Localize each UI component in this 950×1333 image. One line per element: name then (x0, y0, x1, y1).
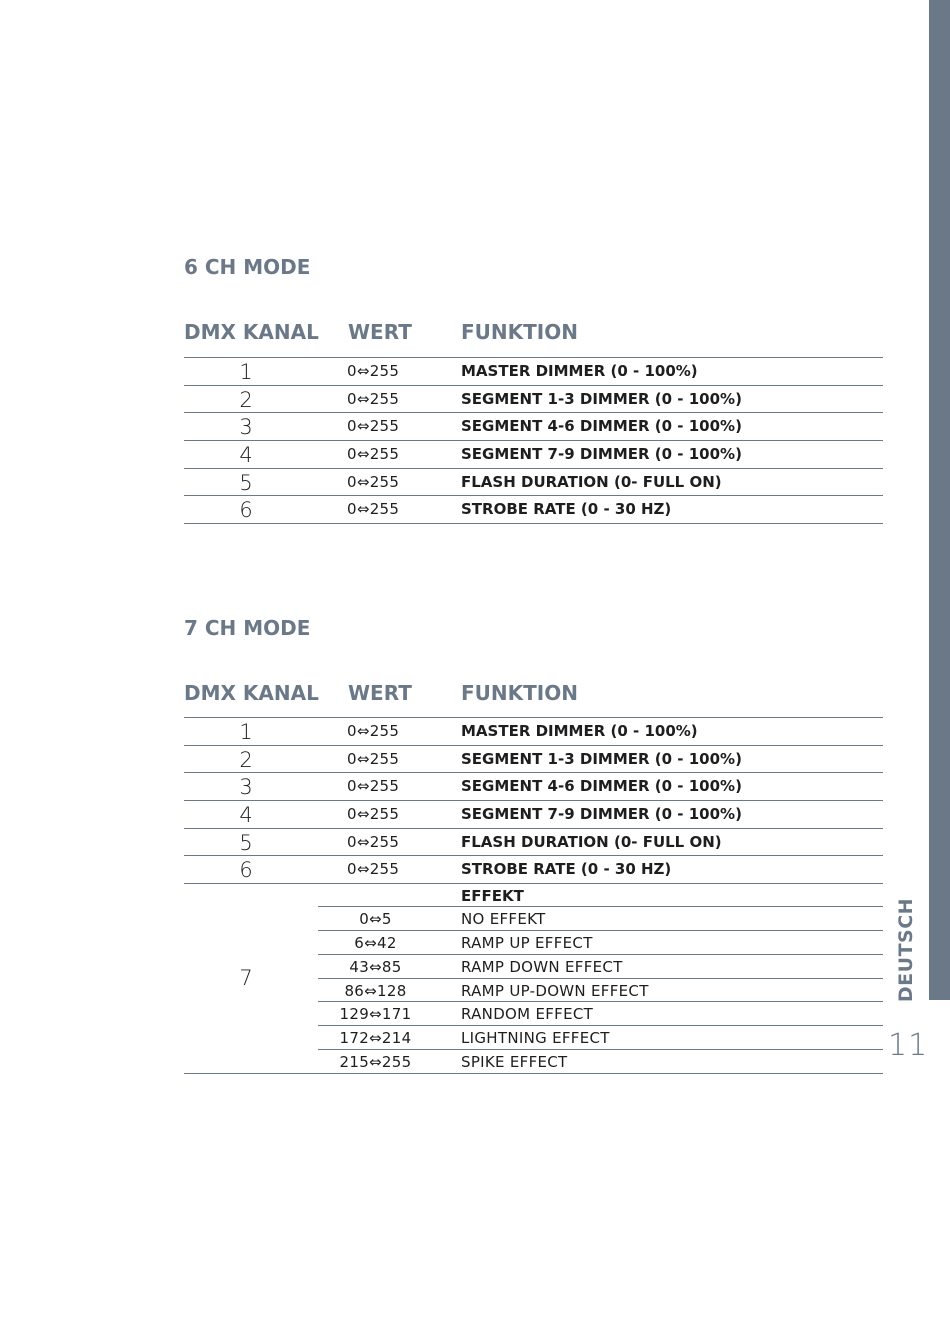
value-range: 0⇔255 (347, 833, 400, 851)
section-title: 6 CH MODE (184, 255, 311, 279)
header-wert: WERT (348, 320, 412, 344)
table-row (184, 773, 883, 800)
effect-label: RAMP UP-DOWN EFFECT (461, 982, 649, 1000)
value-range: 86⇔128 (344, 982, 407, 1000)
channel-number: 6 (239, 858, 253, 882)
effect-label: SPIKE EFFECT (461, 1053, 568, 1071)
function-label: MASTER DIMMER (0 - 100%) (461, 722, 698, 740)
channel-number: 1 (239, 720, 253, 744)
page-number: 11 (888, 1028, 929, 1063)
value-range: 0⇔255 (347, 500, 400, 518)
section-6ch-mode (184, 255, 883, 525)
channel-number: 7 (239, 966, 253, 990)
function-label: SEGMENT 7-9 DIMMER (0 - 100%) (461, 805, 742, 823)
function-label: SEGMENT 1-3 DIMMER (0 - 100%) (461, 750, 742, 768)
language-label: DEUTSCH (895, 897, 917, 1003)
value-range: 0⇔255 (347, 473, 400, 491)
value-range: 0⇔255 (347, 805, 400, 823)
header-wert: WERT (348, 681, 412, 705)
channel-number: 5 (239, 831, 253, 855)
channel-number: 4 (239, 803, 253, 827)
effect-label: RAMP UP EFFECT (461, 934, 593, 952)
effect-row (184, 955, 883, 979)
channel-number: 6 (239, 498, 253, 522)
table-bottom-rule (184, 1073, 883, 1074)
value-range: 172⇔214 (339, 1029, 412, 1047)
row-divider (184, 883, 883, 884)
table-bottom-rule (184, 523, 883, 524)
function-label: SEGMENT 1-3 DIMMER (0 - 100%) (461, 390, 742, 408)
effect-row (184, 979, 883, 1003)
value-range: 0⇔5 (359, 910, 392, 928)
effect-label: LIGHTNING EFFECT (461, 1029, 610, 1047)
table-row (184, 441, 883, 468)
function-label: MASTER DIMMER (0 - 100%) (461, 362, 698, 380)
table-row (184, 801, 883, 828)
header-dmx-kanal: DMX KANAL (184, 681, 319, 705)
effect-label: NO EFFEKT (461, 910, 546, 928)
effect-heading: EFFEKT (461, 887, 524, 905)
table-row (184, 386, 883, 413)
table-row (184, 413, 883, 440)
function-label: SEGMENT 7-9 DIMMER (0 - 100%) (461, 445, 742, 463)
value-range: 0⇔255 (347, 722, 400, 740)
section-title: 7 CH MODE (184, 616, 311, 640)
effect-row (184, 1026, 883, 1050)
function-label: STROBE RATE (0 - 30 HZ) (461, 860, 672, 878)
table-row (184, 469, 883, 496)
value-range: 215⇔255 (339, 1053, 412, 1071)
function-label: FLASH DURATION (0- FULL ON) (461, 833, 722, 851)
effect-label: RANDOM EFFECT (461, 1005, 594, 1023)
value-range: 0⇔255 (347, 445, 400, 463)
effect-row (184, 907, 883, 931)
function-label: FLASH DURATION (0- FULL ON) (461, 473, 722, 491)
value-range: 0⇔255 (347, 750, 400, 768)
value-range: 129⇔171 (339, 1005, 412, 1023)
function-label: SEGMENT 4-6 DIMMER (0 - 100%) (461, 417, 742, 435)
channel-number: 5 (239, 471, 253, 495)
channel-number: 2 (239, 388, 253, 412)
header-funktion: FUNKTION (461, 681, 578, 705)
table-row (184, 746, 883, 773)
value-range: 0⇔255 (347, 860, 400, 878)
effect-label: RAMP DOWN EFFECT (461, 958, 623, 976)
channel-number: 2 (239, 748, 253, 772)
table-row (184, 856, 883, 883)
channel-number: 3 (239, 775, 253, 799)
effect-row (184, 931, 883, 955)
function-label: SEGMENT 4-6 DIMMER (0 - 100%) (461, 777, 742, 795)
function-label: STROBE RATE (0 - 30 HZ) (461, 500, 672, 518)
side-accent-bar (929, 0, 950, 1000)
table-row (184, 829, 883, 856)
value-range: 0⇔255 (347, 777, 400, 795)
header-funktion: FUNKTION (461, 320, 578, 344)
section-7ch-mode (184, 616, 883, 1076)
value-range: 0⇔255 (347, 417, 400, 435)
effect-row (184, 1002, 883, 1026)
table-row (184, 358, 883, 385)
header-dmx-kanal: DMX KANAL (184, 320, 319, 344)
channel-number: 4 (239, 443, 253, 467)
effect-row (184, 1050, 883, 1074)
value-range: 0⇔255 (347, 362, 400, 380)
table-row (184, 496, 883, 523)
channel-number: 3 (239, 415, 253, 439)
value-range: 43⇔85 (349, 958, 402, 976)
value-range: 0⇔255 (347, 390, 400, 408)
table-row (184, 718, 883, 745)
value-range: 6⇔42 (354, 934, 397, 952)
channel-number: 1 (239, 360, 253, 384)
